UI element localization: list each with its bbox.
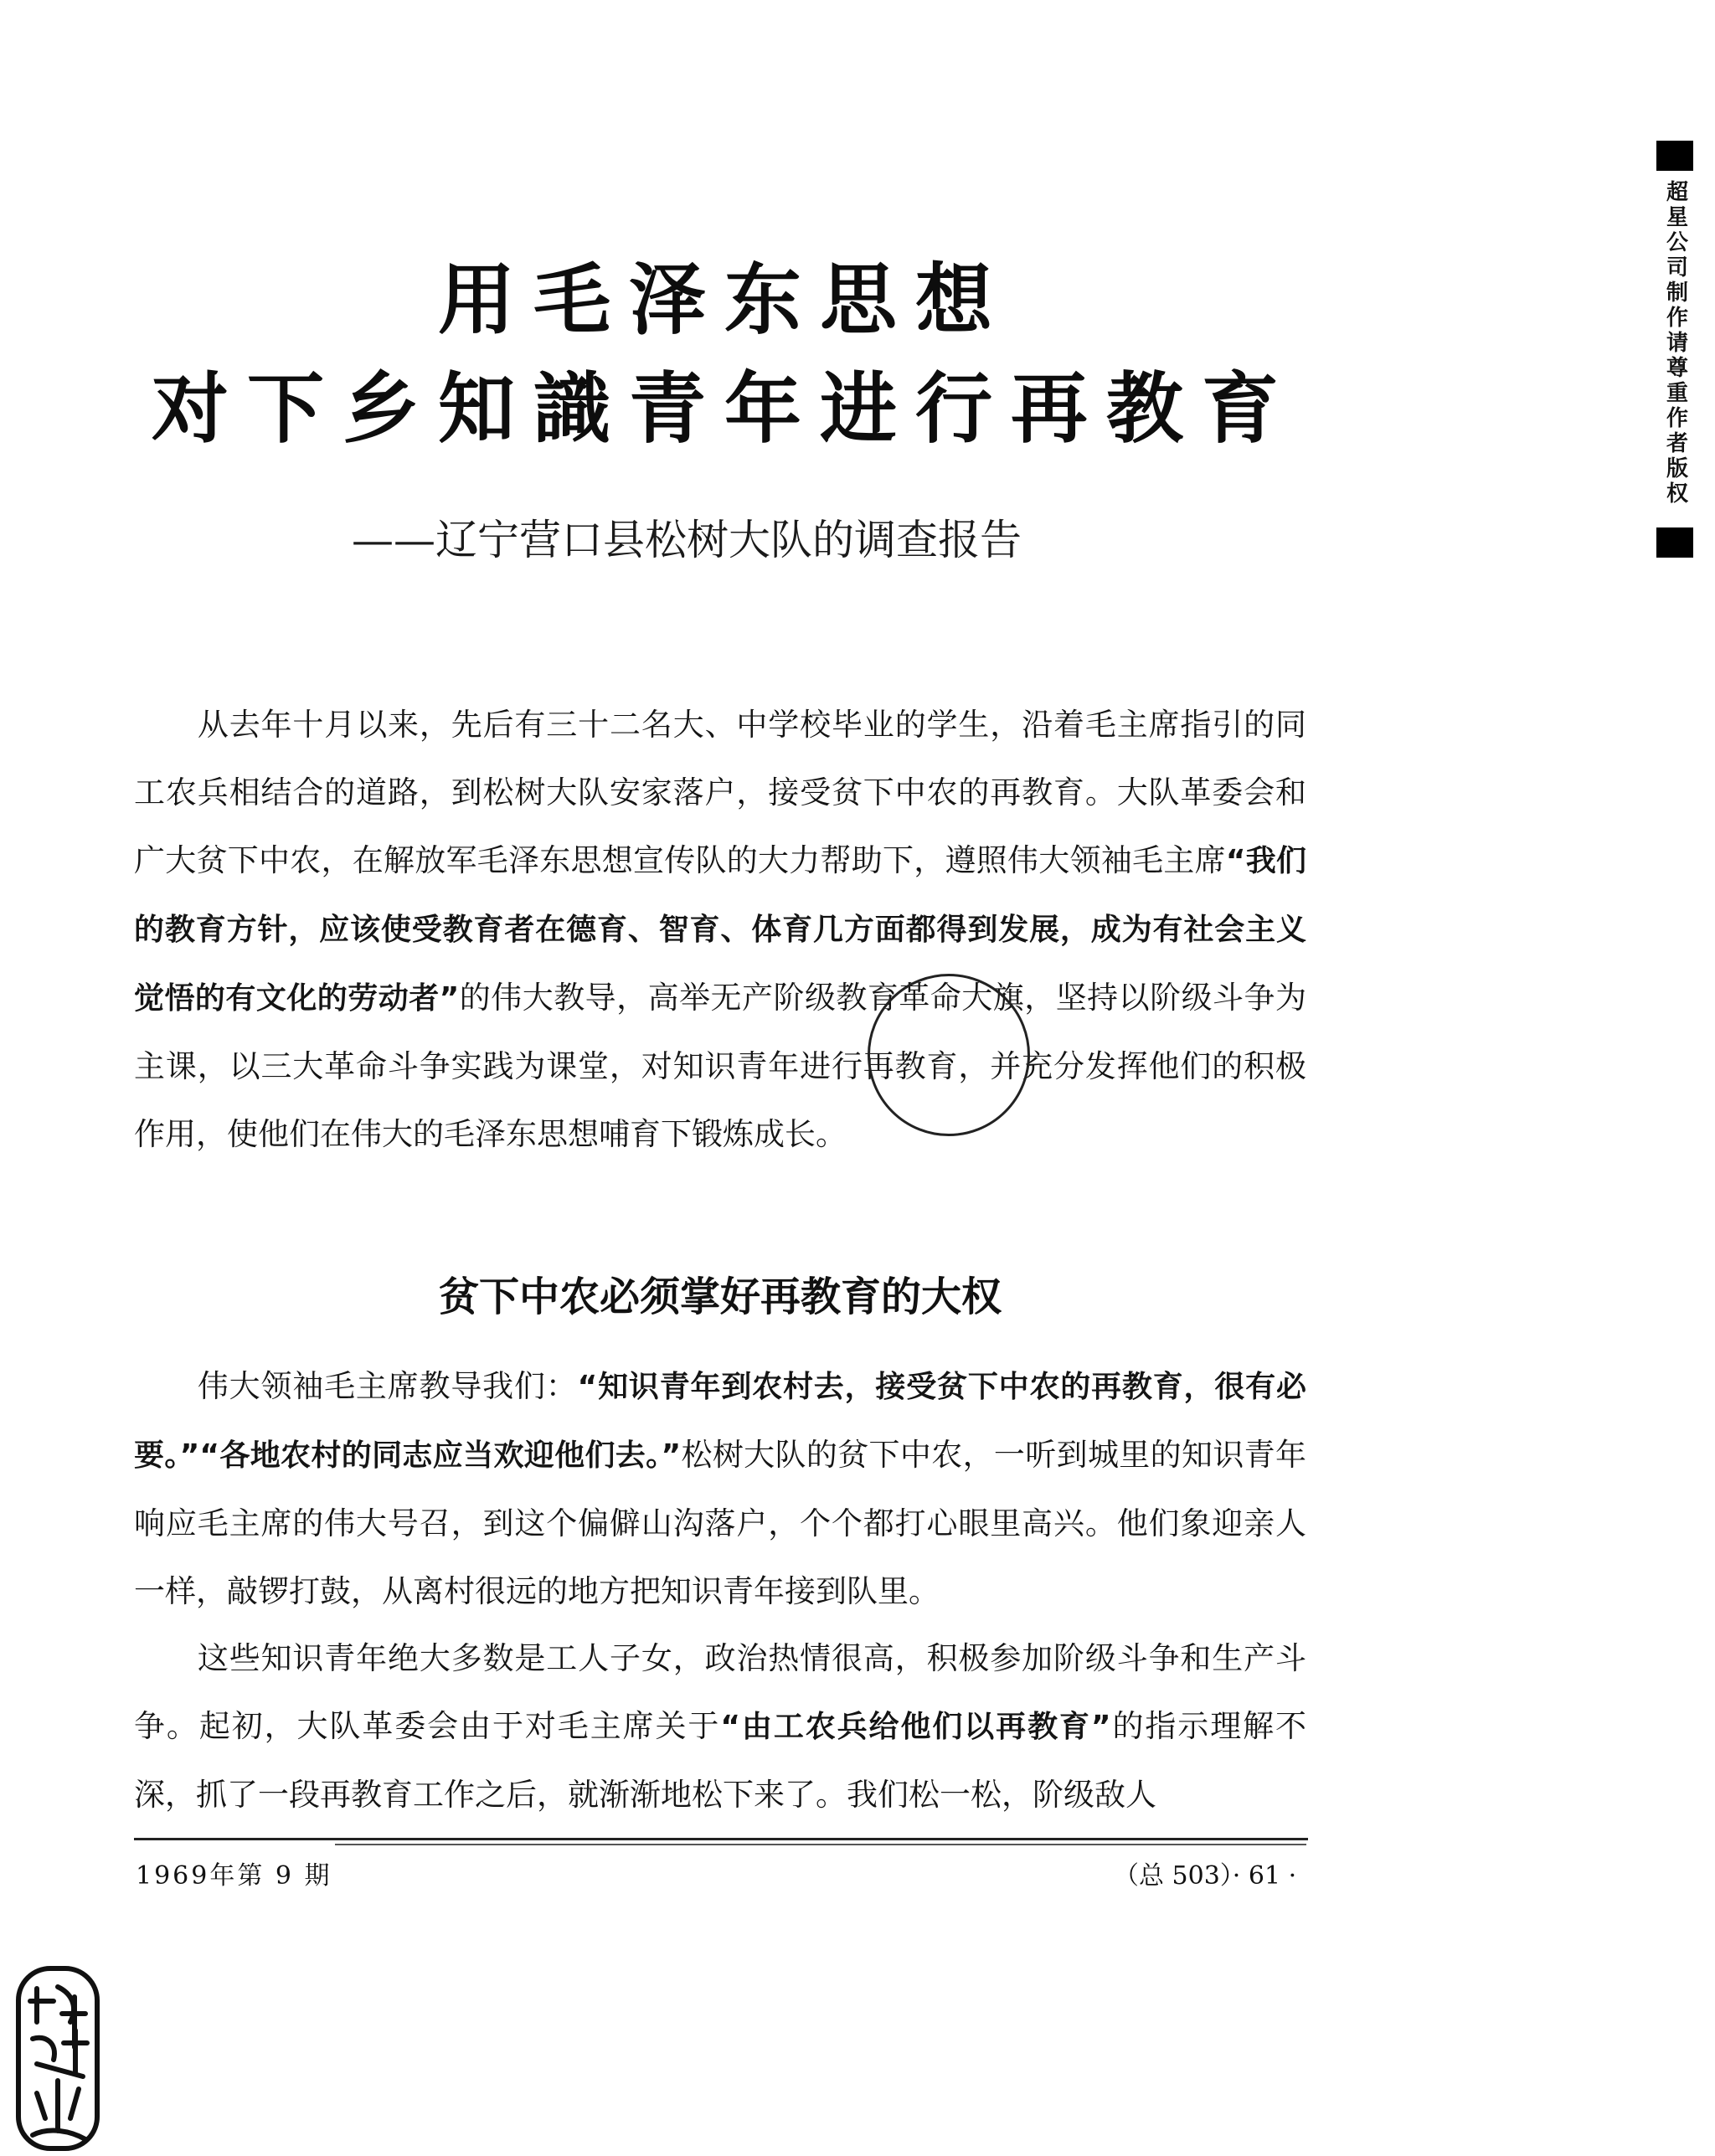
footer-page-number: （总 503）· 61 · bbox=[1114, 1861, 1297, 1891]
paragraph-teaching bbox=[134, 1352, 1306, 1625]
side-copyright-notice: 超星公司制作请尊重作者版权 bbox=[1666, 180, 1688, 507]
paragraph-teaching-quote-1: “知识青年到农村去，接受贫下中农的再教育，很有必要。” bbox=[134, 1370, 1306, 1473]
paragraph-teaching-quote-2: “各地农村的同志应当欢迎他们去。” bbox=[199, 1438, 682, 1473]
article-title-line-2: 对下乡知識青年进行再教育 bbox=[151, 364, 1297, 454]
section-heading: 贫下中农必须掌好再教育的大权 bbox=[438, 1274, 1002, 1320]
side-notice-bar-bottom bbox=[1656, 527, 1693, 558]
circle-stamp-mark bbox=[868, 974, 1030, 1136]
footer-rule bbox=[134, 1838, 1308, 1840]
paragraph-youth bbox=[134, 1624, 1306, 1829]
paragraph-intro-text-1: 从去年十月以来，先后有三十二名大、中学校毕业的学生，沿着毛主席指引的同工农兵相结合的道路，到松树大队安家落户，接受贫下中农的再教育。大队革委会和广大贫下中农，在解放军毛泽东思想宣传队的大力帮助下，遵照伟大领袖毛主席 bbox=[134, 707, 1306, 878]
paragraph-youth-quote: “由工农兵给他们以再教育” bbox=[720, 1710, 1111, 1744]
paragraph-intro-text-2: 的伟大教导，高举无产阶级教育革命大旗，坚持以阶级斗争为主课，以三大革命斗争实践为课堂，对知识青年进行再教育，并充分发挥他们的积极作用，使他们在伟大的毛泽东思想哺育下锻炼成长。 bbox=[134, 980, 1306, 1152]
footer-issue: 1969年第 9 期 bbox=[136, 1861, 332, 1891]
paragraph-teaching-text-1: 伟大领袖毛主席教导我们： bbox=[197, 1368, 578, 1404]
paragraph-youth-text-1: 这些知识青年绝大多数是工人子女，政治热情很高，积极参加阶级斗争和生产斗争。起初，大队革委会由于对毛主席关于 bbox=[134, 1640, 1306, 1744]
article-subtitle: ——辽宁营口县松树大队的调查报告 bbox=[352, 516, 1022, 564]
footer-rule-thin bbox=[335, 1844, 1306, 1845]
side-notice-bar-top bbox=[1656, 141, 1693, 171]
paragraph-intro-quote: “我们的教育方针，应该使受教育者在德育、智育、体育几方面都得到发展，成为有社会主义觉悟的有文化的劳动者” bbox=[134, 844, 1306, 1016]
article-title-line-1: 用毛泽东思想 bbox=[437, 255, 1011, 345]
seal-logo-icon bbox=[12, 1963, 104, 2156]
paragraph-youth-text-2: 的指示理解不深，抓了一段再教育工作之后，就渐渐地松下来了。我们松一松，阶级敌人 bbox=[134, 1708, 1307, 1813]
paragraph-intro bbox=[134, 691, 1306, 1168]
paragraph-teaching-text-2: 松树大队的贫下中农，一听到城里的知识青年响应毛主席的伟大号召，到这个偏僻山沟落户，个个都打心眼里高兴。他们象迎亲人一样，敲锣打鼓，从离村很远的地方把知识青年接到队里。 bbox=[134, 1437, 1306, 1609]
